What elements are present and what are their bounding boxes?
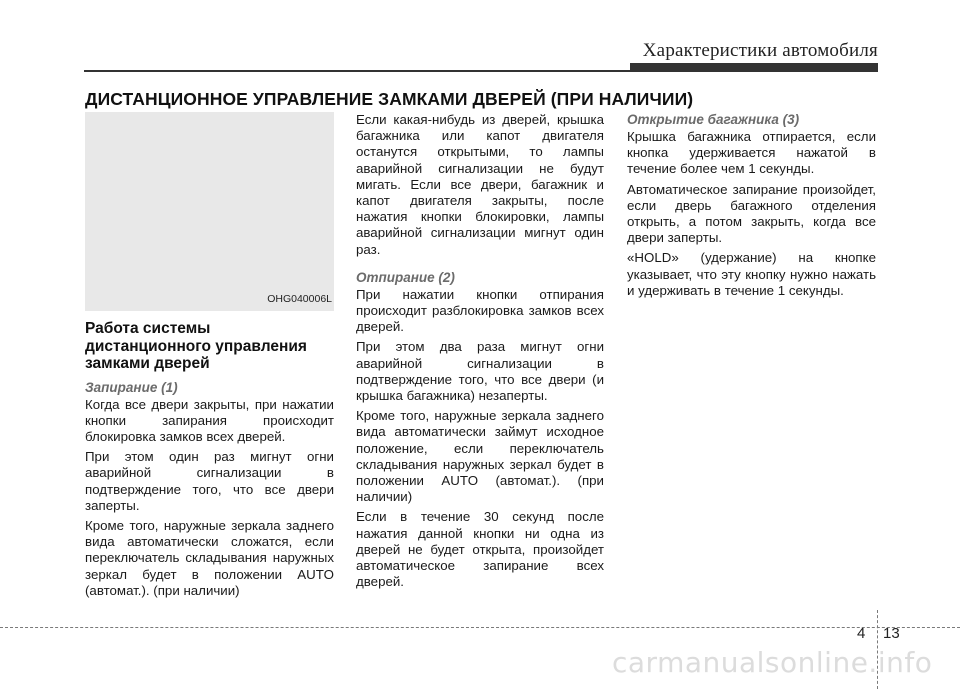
unlocking-paragraph-4: Если в течение 30 секунд после нажатия данной кнопки ни одна из дверей не будет открыта, произойдет автоматическое запирание всех дверей. (356, 509, 604, 590)
unlocking-paragraph-2: При этом два раза мигнут огни аварийной сигнализации в подтверждение того, что все двери (и крышка багажника) незаперты. (356, 339, 604, 404)
unlocking-subheading: Отпирание (2) (356, 269, 455, 285)
locking-paragraph-2: При этом один раз мигнут огни аварийной сигнализации в подтверждение того, что все двери заперты. (85, 449, 334, 513)
unlocking-paragraph-3: Кроме того, наружные зеркала заднего вида автоматически займут исходное положение, если переключатель складывания наружных зеркал будет в положении AUTO (автомат.). (при наличии) (356, 408, 604, 505)
subsection-heading: Работа системы дистанционного управления замками дверей (85, 320, 307, 372)
running-header: Характеристики автомобиля (642, 40, 878, 61)
middle-column (356, 112, 604, 594)
locking-paragraph-3: Кроме того, наружные зеркала заднего вида автоматически сложатся, если переключатель складывания наружных зеркал будет в положении AUTO (автомат.). (при наличии) (85, 517, 334, 598)
trunk-paragraph-1: Крышка багажника отпирается, если кнопка удерживается нажатой в течение более чем 1 секунды. (627, 129, 876, 177)
figure-placeholder (85, 112, 334, 311)
trunk-paragraph-3: «HOLD» (удержание) на кнопке указывает, что эту кнопку нужно нажать и удерживать в течение 1 секунды. (627, 250, 876, 298)
figure-code: OHG040006L (267, 292, 332, 305)
locking-subheading: Запирание (1) (85, 379, 178, 395)
header-rule (84, 70, 878, 72)
left-column (85, 112, 334, 603)
watermark: carmanualsonline.info (612, 646, 933, 679)
chapter-number: 4 (857, 625, 866, 642)
trunk-paragraph-2: Автоматическое запирание произойдет, если дверь багажного отделения открыть, а потом закрыть, когда все двери заперты. (627, 181, 876, 246)
trunk-subheading: Открытие багажника (3) (627, 112, 800, 127)
right-column (627, 112, 876, 303)
footer-dashed-line (0, 627, 960, 628)
page-number: 13 (883, 625, 900, 642)
locking-paragraph-4: Если какая-нибудь из дверей, крышка багажника или капот двигателя останутся открытыми, то лампы аварийной сигнализации не будут мигать. Если все двери, багажник и капот двигателя закрыты, после нажатия кнопки блокировки, лампы аварийной сигнализации мигнут один раз. (356, 112, 604, 257)
locking-paragraph-1: Когда все двери закрыты, при нажатии кнопки запирания происходит блокировка замков всех дверей. (85, 396, 334, 444)
unlocking-paragraph-1: При нажатии кнопки отпирания происходит разблокировка замков всех дверей. (356, 286, 604, 335)
section-title: ДИСТАНЦИОННОЕ УПРАВЛЕНИЕ ЗАМКАМИ ДВЕРЕЙ (ПРИ НАЛИЧИИ) (85, 89, 694, 109)
